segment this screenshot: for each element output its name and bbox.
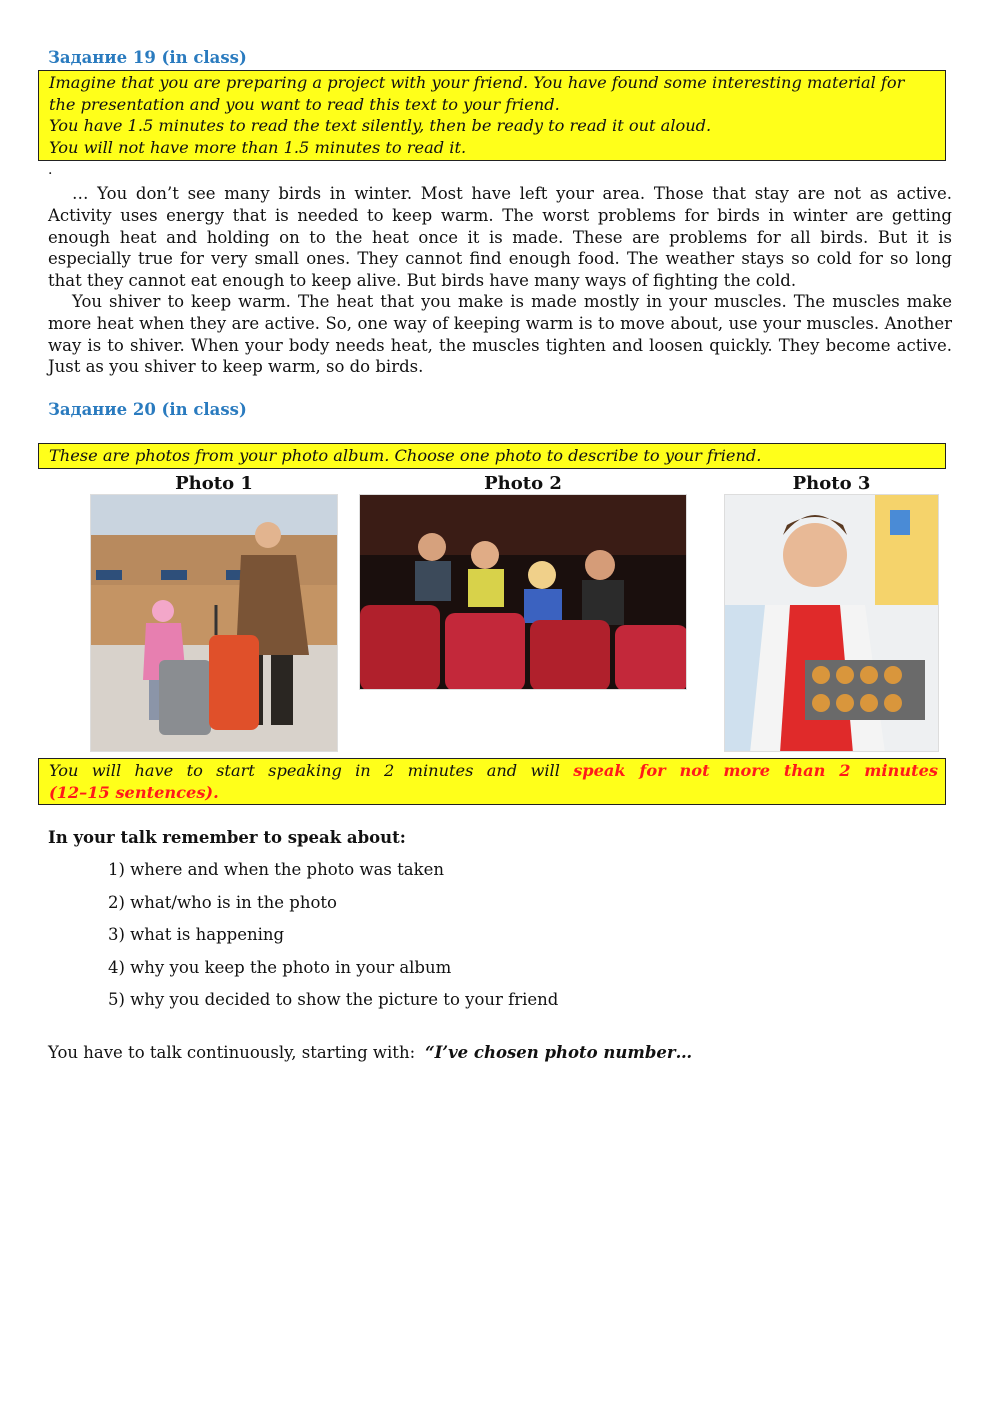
photo-1-airport-image	[90, 494, 338, 752]
photo-3-bakery-image	[724, 494, 939, 752]
photo-3-caption: Photo 3	[792, 473, 871, 494]
talk-points-list	[108, 858, 558, 1021]
photo-2-cinema-image	[359, 494, 687, 690]
final-text: You have to talk continuously, starting with:	[48, 1043, 416, 1062]
final-instruction	[48, 1043, 692, 1062]
reading-paragraph-1	[48, 183, 952, 292]
remember-heading: In your talk remember to speak about:	[48, 828, 406, 847]
reading-paragraph-2	[48, 291, 952, 378]
list-item: 1) where and when the photo was taken	[108, 860, 444, 879]
task-20-intro: These are photos from your photo album. Choose one photo to describe to your friend.	[49, 446, 762, 465]
timing-red-sentences: (12–15 sentences).	[49, 782, 219, 802]
instruction-line: Imagine that you are preparing a project with your friend. You have found some interesting material for	[49, 73, 905, 92]
photo-1-caption: Photo 1	[175, 473, 253, 494]
instruction-line: You have 1.5 minutes to read the text silently, then be ready to read it out aloud.	[49, 116, 712, 135]
list-item: 4) why you keep the photo in your album	[108, 957, 452, 977]
timing-normal-text: You will have to start speaking in 2 minutes and will	[49, 761, 560, 780]
instruction-line: You will not have more than 1.5 minutes to read it.	[49, 137, 467, 157]
reading-paragraph-2-text: You shiver to keep warm. The heat that you make is made mostly in your muscles. The muscles make more heat when they are active. So, one way of keeping warm is to move about, use your muscles. Another way is to shiver. When your body needs heat, the muscles tighten and loosen quickly. They become active. Just as you shiver to keep warm, so do birds.	[48, 292, 952, 377]
instruction-line: the presentation and you want to read this text to your friend.	[49, 94, 560, 114]
stray-dot: .	[48, 162, 53, 178]
list-item: 2) what/who is in the photo	[108, 892, 337, 912]
photo-2-caption: Photo 2	[484, 473, 562, 494]
list-item: 5) why you decided to show the picture to your friend	[108, 990, 559, 1009]
final-phrase: “I’ve chosen photo number…	[425, 1043, 693, 1062]
task-20-intro-box	[38, 443, 946, 469]
task-20-timing-box	[38, 758, 946, 805]
timing-red-text: speak for not more than 2 minutes	[573, 761, 938, 780]
timing-line-1	[49, 760, 938, 782]
task-19-title: Задание 19 (in class)	[48, 48, 247, 67]
reading-paragraph-1-text: … You don’t see many birds in winter. Most have left your area. Those that stay are not as active. Activity uses energy that is needed to keep warm. The worst problems for birds in winter are getting enough heat and holding on to the heat once it is made. These are problems for all birds. But it is especially true for very small ones. They cannot find enough food. The weather stays so cold for so long that they cannot eat enough to keep alive. But birds have many ways of fighting the cold.	[48, 184, 952, 291]
list-item: 3) what is happening	[108, 925, 285, 944]
task-20-title: Задание 20 (in class)	[48, 400, 247, 419]
task-19-instructions-box	[38, 70, 946, 161]
